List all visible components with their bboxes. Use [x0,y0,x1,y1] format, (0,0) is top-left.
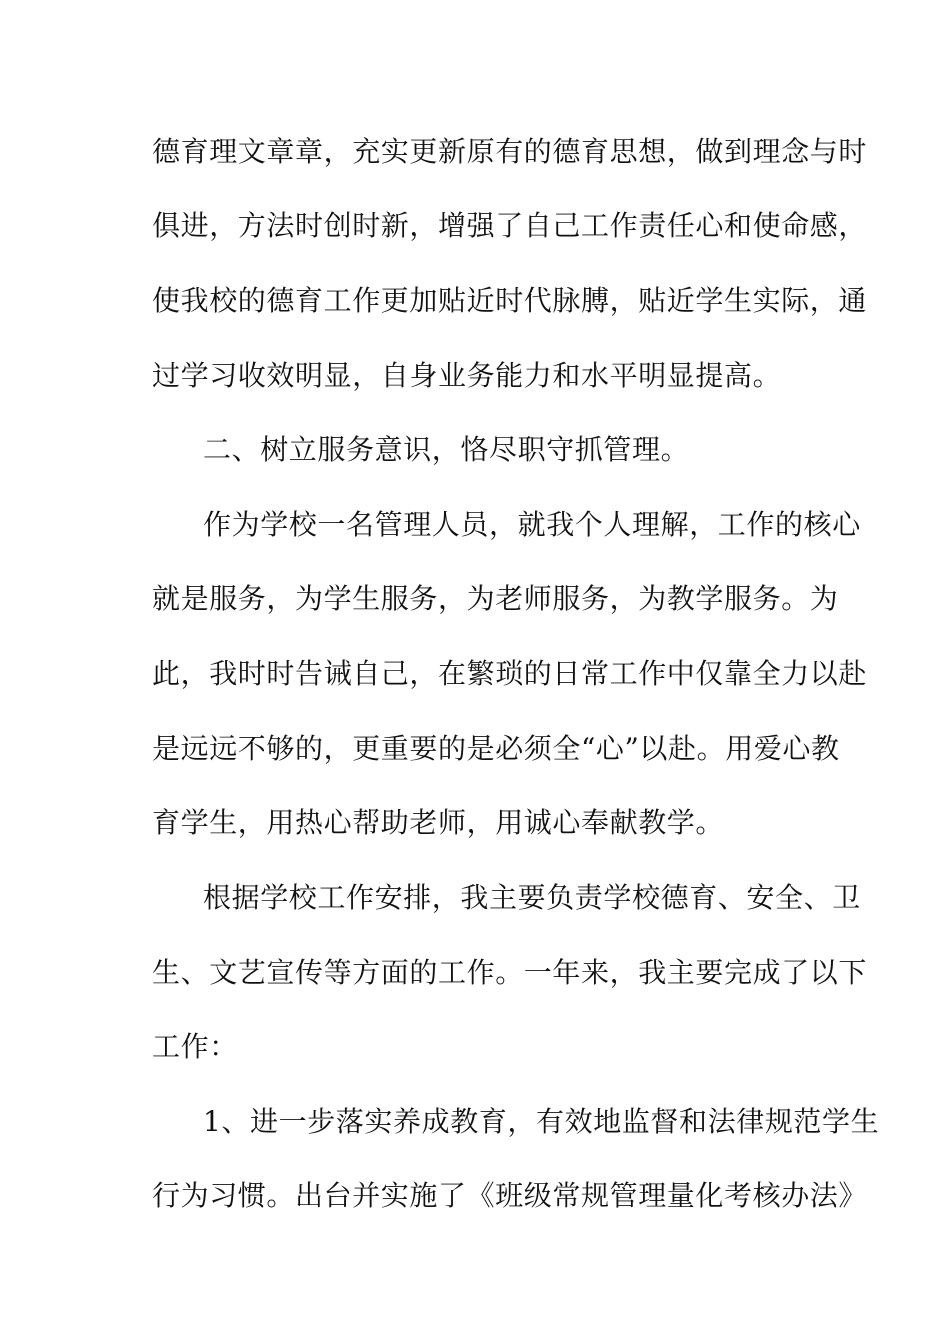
text-line: 根据学校工作安排，我主要负责学校德育、安全、卫 [203,881,861,914]
text-line: 俱进，方法时创时新，增强了自己工作责任心和使命感， [152,209,868,242]
text-line: 就是服务，为学生服务，为老师服务，为教学服务。为 [152,582,839,615]
text-line: 作为学校一名管理人员，就我个人理解，工作的核心 [203,508,861,541]
text-line: 德育理文章章，充实更新原有的德育思想，做到理念与时 [152,135,868,168]
text-line: 此，我时时告诫自己，在繁琐的日常工作中仅靠全力以赴 [152,657,868,690]
text-line: 生、文艺宣传等方面的工作。一年来，我主要完成了以下 [152,956,868,989]
text-line: 过学习收效明显，自身业务能力和水平明显提高。 [152,359,782,392]
text-line: 1、进一步落实养成教育，有效地监督和法律规范学生 [203,1105,880,1138]
text-line: 是远远不够的，更重要的是必须全“心”以赴。用爱心教 [152,732,840,765]
text-line: 育学生，用热心帮助老师，用诚心奉献教学。 [152,806,725,839]
text-line: 使我校的德育工作更加贴近时代脉膊，贴近学生实际，通 [152,284,868,317]
section-heading: 二、树立服务意识，恪尽职守抓管理。 [203,433,690,466]
text-line: 行为习惯。出台并实施了《班级常规管理量化考核办法》 [152,1179,868,1212]
text-line: 工作： [152,1030,238,1063]
